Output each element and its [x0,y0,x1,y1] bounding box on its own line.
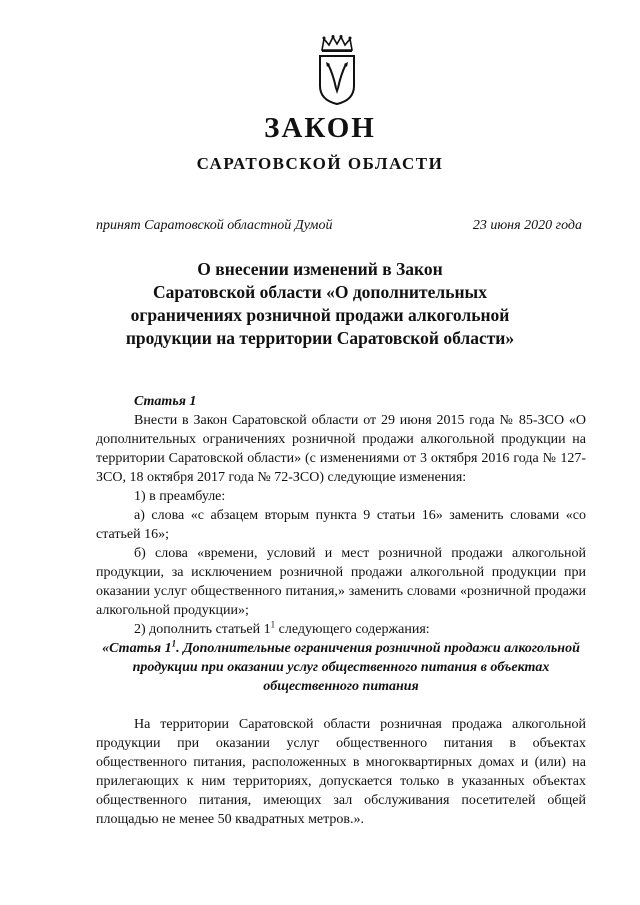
heading-line: О внесении изменений в Закон [197,259,443,279]
new-article-heading: . Дополнительные ограничения розничной продажи алкогольной продукции при оказании услуг общественного питания в объектах общественного питания [132,641,580,694]
article-intro: Внести в Закон Саратовской области от 29 июня 2015 года № 85-ЗСО «О дополнительных ограничениях розничной продажи алкогольной продукции на территории Саратовской области» (с изменениями от 3 октября 2016 года № 127-ЗСО, 18 октября 2017 года № 72-ЗСО) следующие изменения: [96,413,586,485]
heading-line: ограничениях розничной продажи алкогольной [130,305,510,325]
adopted-by: принят Саратовской областной Думой [96,218,333,233]
new-article-prefix: «Статья 1 [102,641,172,656]
law-heading [80,258,560,350]
item2-tail: следующего содержания: [275,622,430,637]
article-item: 1) в преамбуле: [134,489,226,504]
article-subitem: б) слова «времени, условий и мест розничной продажи алкогольной продукции, за исключением розничной продажи алкогольной продукции при оказании услуг общественного питания,» заменить словами «розничной продажи алкогольной продукции»; [96,546,586,618]
document-subtitle: САРАТОВСКОЙ ОБЛАСТИ [196,154,444,173]
new-article-body: На территории Саратовской области розничная продажа алкогольной продукции при оказании услуг общественного питания в объектах общественного питания, расположенных в многоквартирных домах и (или) на прилегающих к ним территориях, допускается только в указанных объектах общественного питания, имеющих зал обслуживания посетителей общей площадью не менее 50 квадратных метров.». [96,717,586,827]
new-article-sup: 1 [171,638,177,649]
saratov-coat-of-arms-icon [314,34,360,106]
item2-text: 2) дополнить статьей 1 [134,622,271,637]
item2-sup: 1 [270,619,276,630]
heading-line: Саратовской области «О дополнительных [153,282,487,302]
adoption-date: 23 июня 2020 года [472,218,582,233]
article-label: Статья 1 [134,394,197,409]
article-item [96,620,586,639]
article-body [96,392,586,829]
heading-line: продукции на территории Саратовской области» [125,328,515,348]
new-article-title [96,639,586,696]
document-title: ЗАКОН [264,112,376,144]
article-subitem: а) слова «с абзацем вторым пункта 9 статьи 16» заменить словами «со статьей 16»; [96,508,586,542]
